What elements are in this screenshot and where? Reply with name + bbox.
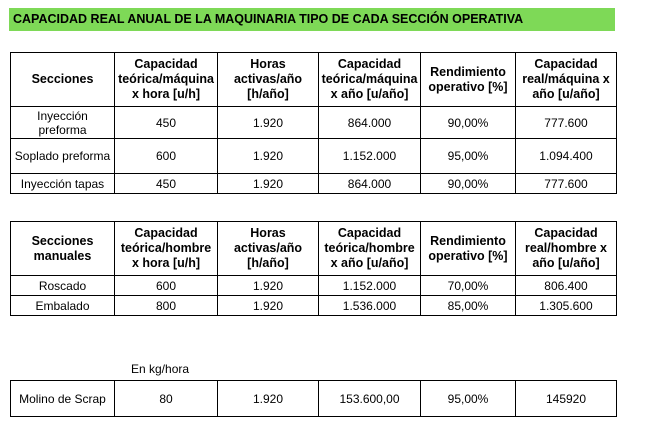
header-active-hours: Horas activas/año [h/año] — [218, 53, 319, 107]
cell-value: 806.400 — [516, 276, 617, 296]
cell-value: 777.600 — [516, 107, 617, 139]
header-real-capacity-year: Capacidad real/hombre x año [u/año] — [516, 222, 617, 276]
cell-value: 1.920 — [218, 107, 319, 139]
cell-value: 90,00% — [421, 107, 516, 139]
cell-section: Inyección tapas — [11, 174, 115, 194]
cell-value: 800 — [115, 296, 218, 316]
page-title: CAPACIDAD REAL ANUAL DE LA MAQUINARIA TIPO DE CADA SECCIÓN OPERATIVA — [9, 8, 615, 31]
cell-section: Inyección preforma — [11, 107, 115, 139]
cell-value: 1.152.000 — [319, 139, 421, 174]
table-row — [11, 174, 617, 194]
cell-value: 1.152.000 — [319, 276, 421, 296]
cell-value: 450 — [115, 107, 218, 139]
cell-value: 1.920 — [218, 296, 319, 316]
table-row — [11, 139, 617, 174]
cell-value: 1.094.400 — [516, 139, 617, 174]
machine-capacity-table — [10, 52, 617, 194]
cell-value: 600 — [115, 276, 218, 296]
cell-value: 80 — [115, 381, 218, 417]
cell-value: 90,00% — [421, 174, 516, 194]
cell-section: Soplado preforma — [11, 139, 115, 174]
cell-value: 777.600 — [516, 174, 617, 194]
header-theoretical-capacity-year: Capacidad teórica/máquina x año [u/año] — [319, 53, 421, 107]
cell-value: 1.305.600 — [516, 296, 617, 316]
cell-value: 864.000 — [319, 107, 421, 139]
cell-value: 1.920 — [218, 174, 319, 194]
header-theoretical-capacity-year: Capacidad teórica/hombre x año [u/año] — [319, 222, 421, 276]
header-active-hours: Horas activas/año [h/año] — [218, 222, 319, 276]
unit-note: En kg/hora — [131, 362, 190, 376]
cell-value: 1.920 — [218, 381, 319, 417]
cell-value: 153.600,00 — [319, 381, 421, 417]
cell-section: Embalado — [11, 296, 115, 316]
cell-value: 1.536.000 — [319, 296, 421, 316]
table-row — [11, 276, 617, 296]
table-row — [11, 381, 617, 417]
cell-value: 85,00% — [421, 296, 516, 316]
cell-value: 70,00% — [421, 276, 516, 296]
table-header-row — [11, 222, 617, 276]
table-header-row — [11, 53, 617, 107]
manual-capacity-table — [10, 221, 617, 316]
cell-section: Molino de Scrap — [11, 381, 115, 417]
table-row — [11, 296, 617, 316]
header-theoretical-capacity-hour: Capacidad teórica/hombre x hora [u/h] — [115, 222, 218, 276]
cell-value: 1.920 — [218, 139, 319, 174]
cell-value: 95,00% — [421, 139, 516, 174]
header-real-capacity-year: Capacidad real/máquina x año [u/año] — [516, 53, 617, 107]
header-theoretical-capacity-hour: Capacidad teórica/máquina x hora [u/h] — [115, 53, 218, 107]
header-sections: Secciones — [11, 53, 115, 107]
cell-value: 95,00% — [421, 381, 516, 417]
header-operating-performance: Rendimiento operativo [%] — [421, 53, 516, 107]
header-manual-sections: Secciones manuales — [11, 222, 115, 276]
cell-value: 145920 — [516, 381, 617, 417]
cell-value: 600 — [115, 139, 218, 174]
cell-section: Roscado — [11, 276, 115, 296]
table-row — [11, 107, 617, 139]
scrap-mill-table — [10, 380, 617, 417]
cell-value: 864.000 — [319, 174, 421, 194]
cell-value: 1.920 — [218, 276, 319, 296]
header-operating-performance: Rendimiento operativo [%] — [421, 222, 516, 276]
cell-value: 450 — [115, 174, 218, 194]
